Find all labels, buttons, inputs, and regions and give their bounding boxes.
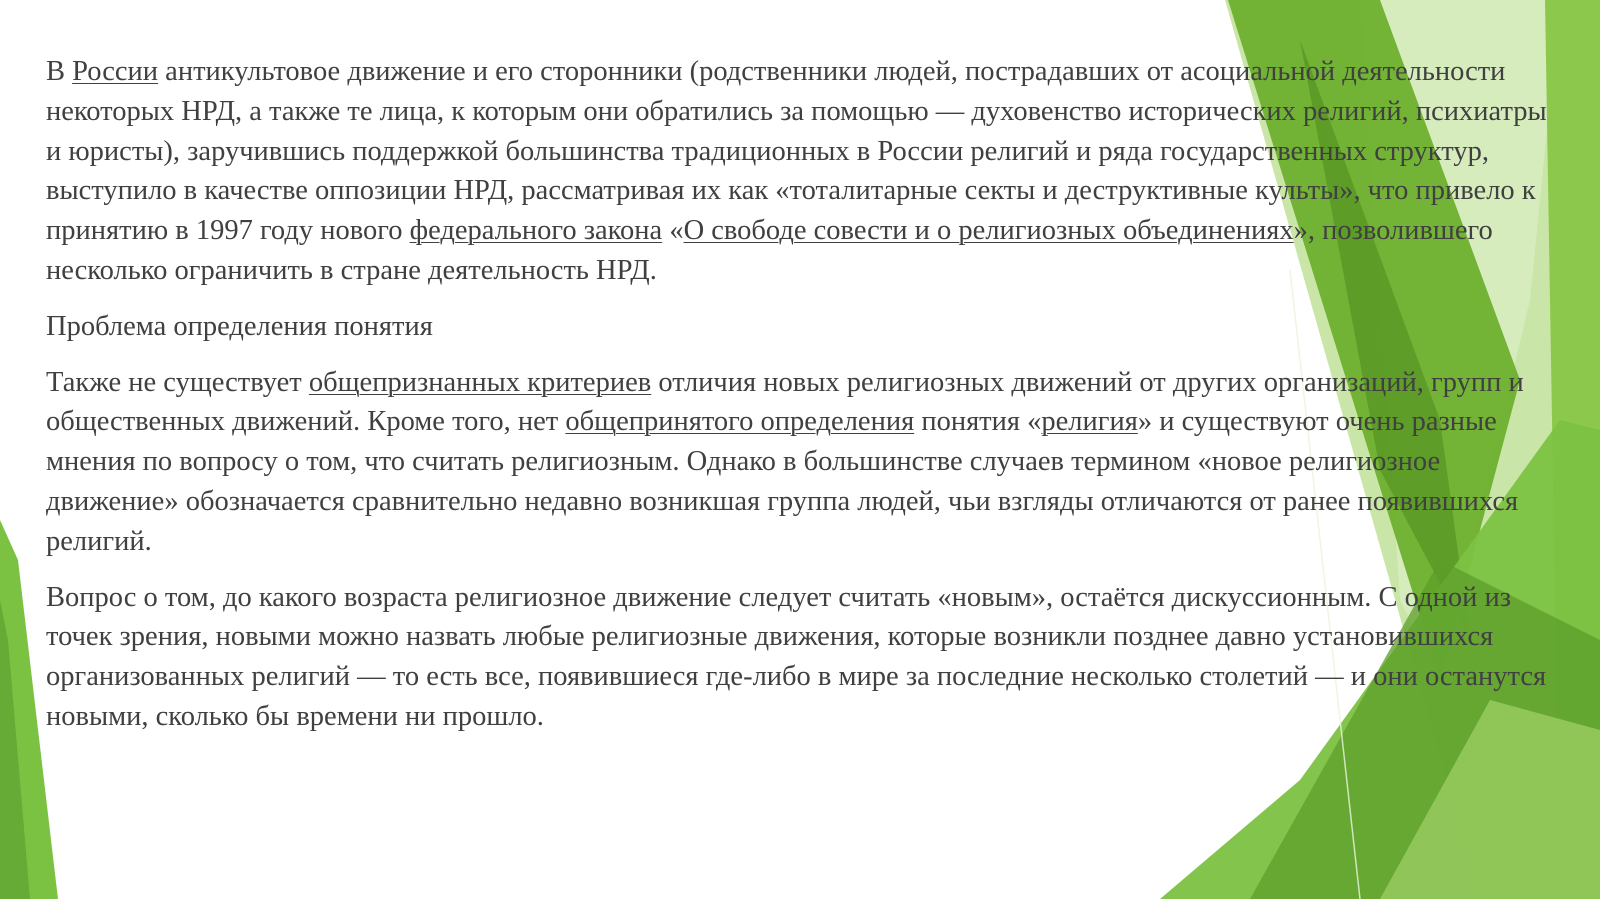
link-religion[interactable]: религия xyxy=(1041,406,1138,438)
link-federal-law[interactable]: федерального закона xyxy=(409,215,663,247)
paragraph-no-criteria xyxy=(46,363,1556,562)
text-segment: В xyxy=(46,56,73,87)
text-segment: Также не существует xyxy=(46,366,309,398)
text-segment: отличия новых религиозных движений от других организаций, групп и общественных движений. Кроме того, нет xyxy=(46,366,1524,438)
text-segment: антикультовое движение и его сторонники (родственники людей, пострадавших от асоциальной деятельности некоторых НРД, а также те лица, к которым они обратились за помощью — духовенство исторических религий, психиатры и юристы), заручившись поддержкой большинства традиционных в России религий и ряда государственных структур, выступило в качестве оппозиции НРД, рассматривая их как «тоталитарные секты и деструктивные культы», что привело к принятию в 1997 году нового xyxy=(46,56,1547,247)
link-criteria[interactable]: общепризнанных критериев xyxy=(308,366,652,398)
link-law-title[interactable]: О свободе совести и о религиозных объединениях xyxy=(683,215,1294,247)
text-segment: », позволившего несколько ограничить в стране деятельность НРД. xyxy=(46,215,1493,286)
link-definition[interactable]: общепринятого определения xyxy=(565,406,915,438)
text-segment: » и существуют очень разные мнения по вопросу о том, что считать религиозным. Однако в большинстве случаев термином «новое религиозное движение» обозначается сравнительно недавно возникшая группа людей, чьи взгляды отличаются от ранее появившихся религий. xyxy=(46,406,1519,557)
paragraph-anticult-russia xyxy=(46,52,1556,291)
paragraph-age-question: Вопрос о том, до какого возраста религиозное движение следует считать «новым», остаётся дискуссионным. С одной из точек зрения, новыми можно назвать любые религиозные движения, которые возникли позднее давно установившихся организованных религий — то есть все, появившиеся где-либо в мире за последние несколько столетий — и они останутся новыми, сколько бы времени ни прошло. xyxy=(46,581,1547,732)
slide-body-text xyxy=(46,52,1556,753)
link-russia[interactable]: России xyxy=(72,56,159,87)
text-segment: « xyxy=(662,215,684,247)
text-segment: понятия « xyxy=(914,406,1042,438)
section-heading: Проблема определения понятия xyxy=(46,310,433,342)
